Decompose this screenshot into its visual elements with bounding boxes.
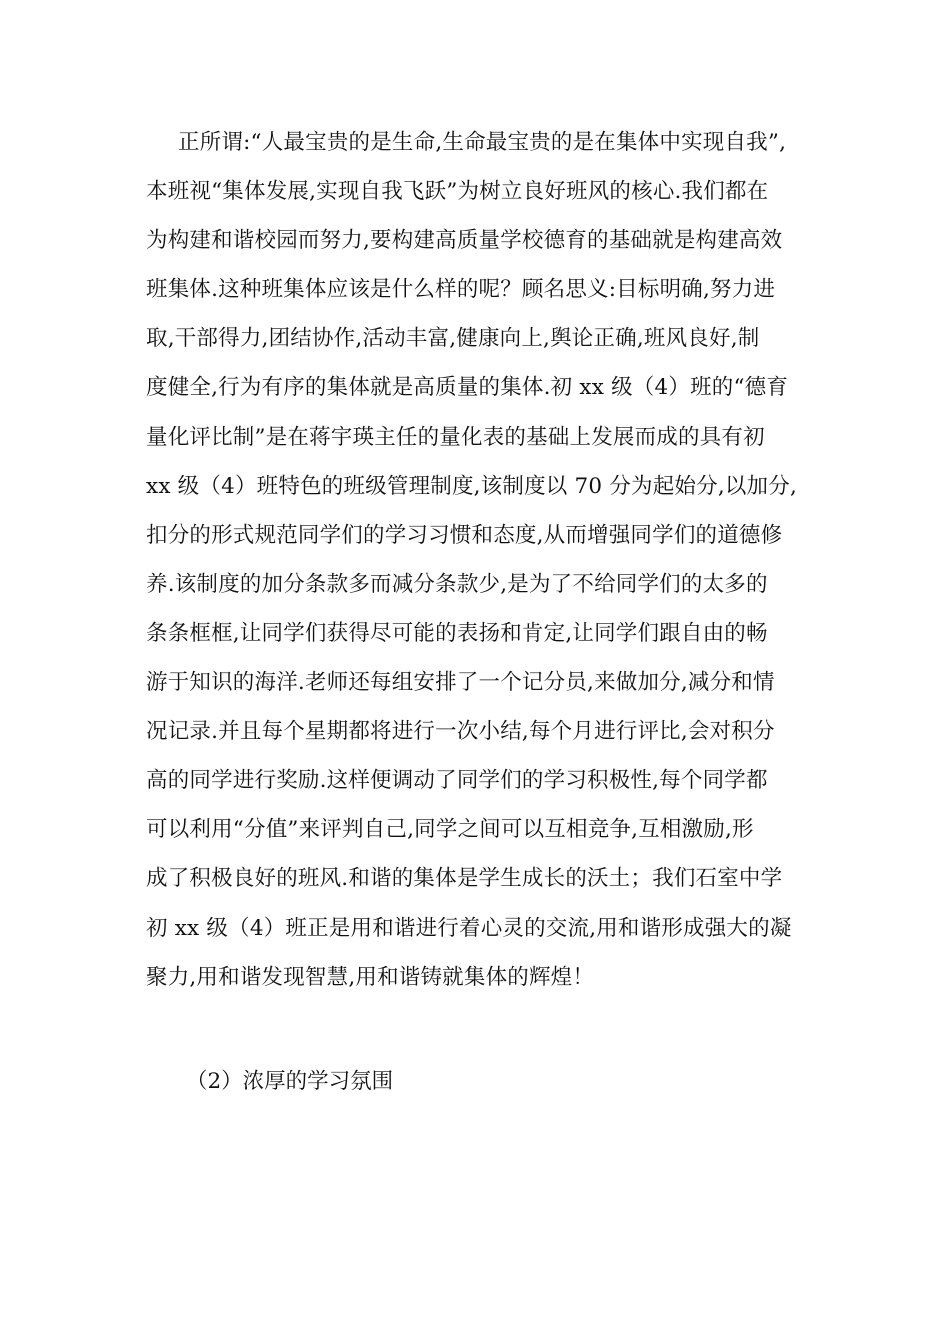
- paragraph-line: 扣分的形式规范同学们的学习习惯和态度,从而增强同学们的道德修: [146, 522, 783, 548]
- paragraph-line: 度健全,行为有序的集体就是高质量的集体.初 xx 级（4）班的“德育: [146, 375, 789, 401]
- paragraph-line: 班集体.这种班集体应该是什么样的呢？顾名思义:目标明确,努力进: [146, 277, 776, 303]
- paragraph-line: 成了积极良好的班风.和谐的集体是学生成长的沃土；我们石室中学: [146, 866, 783, 892]
- paragraph-line: 可以利用“分值”来评判自己,同学之间可以互相竞争,互相激励,形: [146, 817, 754, 843]
- paragraph-line: 高的同学进行奖励.这样便调动了同学们的学习积极性,每个同学都: [146, 768, 768, 794]
- body-paragraph: [146, 118, 826, 1002]
- paragraph-line: 游于知识的海洋.老师还每组安排了一个记分员,来做加分,减分和情: [146, 670, 775, 696]
- paragraph-line: xx 级（4）班特色的班级管理制度,该制度以 70 分为起始分,以加分,: [146, 473, 797, 499]
- paragraph-line: 养.该制度的加分条款多而减分条款少,是为了不给同学们的太多的: [146, 571, 768, 597]
- paragraph-line: 聚力,用和谐发现智慧,用和谐铸就集体的辉煌！: [146, 964, 595, 990]
- paragraph-line: 取,干部得力,团结协作,活动丰富,健康向上,舆论正确,班风良好,制: [146, 326, 760, 352]
- paragraph-line: 为构建和谐校园而努力,要构建高质量学校德育的基础就是构建高效: [146, 228, 783, 254]
- paragraph-line: 况记录.并且每个星期都将进行一次小结,每个月进行评比,会对积分: [146, 719, 775, 745]
- paragraph-line: 量化评比制”是在蒋宇瑛主任的量化表的基础上发展而成的具有初: [146, 424, 765, 450]
- paragraph-line: 初 xx 级（4）班正是用和谐进行着心灵的交流,用和谐形成强大的凝: [146, 915, 792, 941]
- section-heading: （2）浓厚的学习氛围: [186, 1069, 394, 1094]
- paragraph-line: 条条框框,让同学们获得尽可能的表扬和肯定,让同学们跟自由的畅: [146, 620, 768, 646]
- paragraph-line: 本班视“集体发展,实现自我飞跃”为树立良好班风的核心.我们都在: [146, 179, 769, 205]
- paragraph-line: 正所谓:“人最宝贵的是生命,生命最宝贵的是在集体中实现自我”,: [178, 130, 787, 155]
